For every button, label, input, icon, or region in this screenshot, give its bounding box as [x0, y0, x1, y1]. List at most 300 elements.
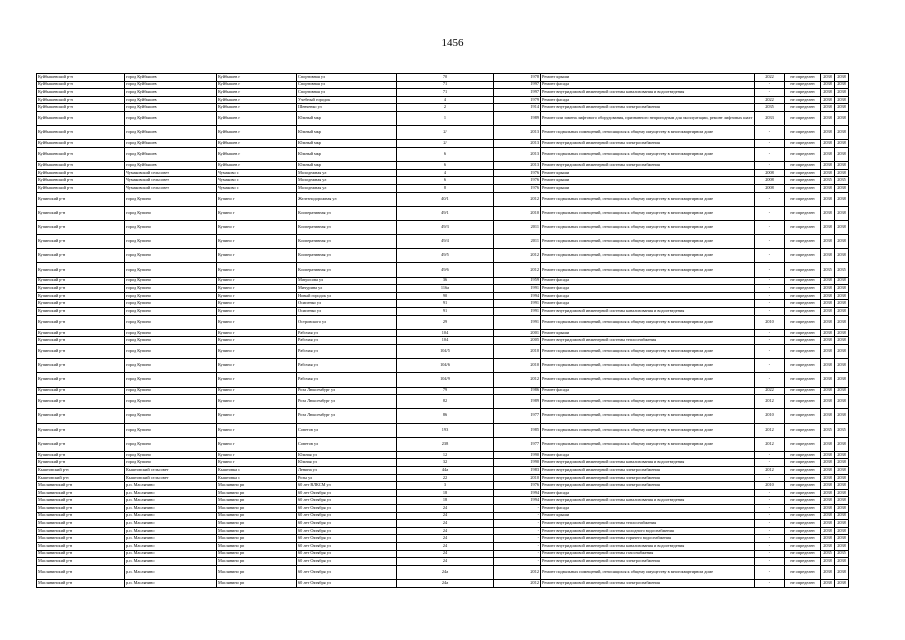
settlement-cell: р.п. Маслянино — [125, 505, 217, 513]
district-cell: Куйбышевский р-н — [37, 74, 125, 82]
work-type-cell: Ремонт внутридомовой инженерной системы электроснабжения — [541, 467, 755, 475]
plan-year-final-cell: 2038 — [835, 96, 849, 104]
plan-year-cell: 2038 — [821, 300, 835, 308]
plan-year-cell: 2038 — [821, 285, 835, 293]
plan-year-final-cell: 2038 — [835, 220, 849, 234]
house-number-cell: 49/4 — [397, 235, 494, 249]
plan-year-final-cell: 2038 — [835, 387, 849, 395]
house-number-cell: 22 — [397, 474, 494, 482]
house-number-cell: 24 — [397, 527, 494, 535]
work-type-cell: Ремонт крыши — [541, 512, 755, 520]
street-cell: Рабочая ул — [297, 373, 397, 387]
locality-cell: Чумаково с — [217, 169, 297, 177]
locality-cell: Маслянино рп — [217, 558, 297, 566]
plan-year-final-cell: 2038 — [835, 308, 849, 316]
plan-year-final-cell: 2038 — [835, 395, 849, 409]
planned-period-cell: не определен — [785, 184, 821, 192]
district-cell: Купинский р-н — [37, 359, 125, 373]
table-row — [37, 220, 849, 234]
last-repair-year-cell: 2022 — [755, 387, 785, 395]
planned-period-cell: не определен — [785, 437, 821, 451]
settlement-cell: город Купино — [125, 359, 217, 373]
settlement-cell: р.п. Маслянино — [125, 482, 217, 490]
planned-period-cell: не определен — [785, 451, 821, 459]
planned-period-cell: не определен — [785, 235, 821, 249]
locality-cell: Куйбышев г — [217, 140, 297, 148]
last-repair-year-cell: - — [755, 285, 785, 293]
year-built-cell: 2012 — [494, 192, 541, 206]
last-repair-year-cell: - — [755, 527, 785, 535]
street-cell: Кооперативная ул — [297, 249, 397, 263]
street-cell: 60 лет Октября ул — [297, 565, 397, 579]
street-cell: Розы ул — [297, 474, 397, 482]
plan-year-final-cell: 2038 — [835, 344, 849, 358]
planned-period-cell: не определен — [785, 177, 821, 185]
planned-period-cell: не определен — [785, 220, 821, 234]
last-repair-year-cell: - — [755, 337, 785, 345]
last-repair-year-cell: - — [755, 162, 785, 170]
street-cell: Новый городок ул — [297, 292, 397, 300]
locality-cell: Маслянино рп — [217, 565, 297, 579]
district-cell: Купинский р-н — [37, 263, 125, 277]
house-number-cell: 6 — [397, 147, 494, 161]
street-cell: Мичурина ул — [297, 285, 397, 293]
last-repair-year-cell: - — [755, 147, 785, 161]
planned-period-cell: не определен — [785, 329, 821, 337]
planned-period-cell: не определен — [785, 497, 821, 505]
district-cell: Купинский р-н — [37, 387, 125, 395]
last-repair-year-cell: 2008 — [755, 184, 785, 192]
district-cell: Купинский р-н — [37, 451, 125, 459]
street-cell: Кооперативная ул — [297, 235, 397, 249]
work-type-cell: Ремонт подвальных помещений, относящихся к общему имуществу в многоквартирном доме — [541, 147, 755, 161]
house-number-cell: 24 — [397, 558, 494, 566]
house-number-cell: 238 — [397, 437, 494, 451]
street-cell: Кооперативная ул — [297, 263, 397, 277]
work-type-cell: Ремонт внутридомовой инженерной системы электроснабжения — [541, 579, 755, 587]
planned-period-cell: не определен — [785, 512, 821, 520]
street-cell: Южная ул — [297, 451, 397, 459]
table-row — [37, 543, 849, 551]
plan-year-cell: 2038 — [821, 543, 835, 551]
settlement-cell: р.п. Маслянино — [125, 543, 217, 551]
locality-cell: Маслянино рп — [217, 543, 297, 551]
planned-period-cell: не определен — [785, 409, 821, 423]
district-cell: Куйбышевский р-н — [37, 104, 125, 112]
work-type-cell: Ремонт внутридомовой инженерной системы теплоснабжения — [541, 520, 755, 528]
plan-year-cell: 2038 — [821, 527, 835, 535]
house-number-cell: 49/3 — [397, 220, 494, 234]
work-type-cell: Ремонт подвальных помещений, относящихся к общему имуществу в многоквартирном доме — [541, 192, 755, 206]
last-repair-year-cell: - — [755, 140, 785, 148]
table-row — [37, 409, 849, 423]
street-cell: Рабочая ул — [297, 359, 397, 373]
table-row — [37, 162, 849, 170]
last-repair-year-cell: - — [755, 579, 785, 587]
plan-year-cell: 2038 — [821, 467, 835, 475]
plan-year-cell: 2038 — [821, 126, 835, 140]
last-repair-year-cell: - — [755, 535, 785, 543]
work-type-cell: Ремонт фасада — [541, 292, 755, 300]
year-built-cell: 2013 — [494, 162, 541, 170]
table-row — [37, 177, 849, 185]
table-row — [37, 111, 849, 125]
street-cell: Молодежная ул — [297, 169, 397, 177]
settlement-cell: город Купино — [125, 451, 217, 459]
district-cell: Маслянинский р-н — [37, 558, 125, 566]
plan-year-cell: 2038 — [821, 387, 835, 395]
settlement-cell: Кыштовский сельсовет — [125, 467, 217, 475]
last-repair-year-cell: - — [755, 550, 785, 558]
plan-year-cell: 2038 — [821, 520, 835, 528]
last-repair-year-cell: 2012 — [755, 437, 785, 451]
locality-cell: Купино г — [217, 249, 297, 263]
settlement-cell: город Купино — [125, 263, 217, 277]
settlement-cell: город Купино — [125, 277, 217, 285]
work-type-cell: Ремонт внутридомовой инженерной системы канализования и водоотведения — [541, 543, 755, 551]
year-built-cell: - — [494, 527, 541, 535]
settlement-cell: Чумаковский сельсовет — [125, 184, 217, 192]
plan-year-cell: 2038 — [821, 89, 835, 97]
house-number-cell: 4 — [397, 96, 494, 104]
district-cell: Купинский р-н — [37, 285, 125, 293]
table-row — [37, 192, 849, 206]
work-type-cell: Ремонт подвальных помещений, относящихся к общему имуществу в многоквартирном доме — [541, 206, 755, 220]
plan-year-final-cell: 2038 — [835, 512, 849, 520]
locality-cell: Маслянино рп — [217, 482, 297, 490]
last-repair-year-cell: - — [755, 505, 785, 513]
street-cell: 60 лет Октября ул — [297, 535, 397, 543]
year-built-cell: 1976 — [494, 482, 541, 490]
plan-year-final-cell: 2038 — [835, 277, 849, 285]
street-cell: Спортивная ул — [297, 89, 397, 97]
locality-cell: Чумаково с — [217, 184, 297, 192]
locality-cell: Купино г — [217, 344, 297, 358]
year-built-cell: 1991 — [494, 315, 541, 329]
plan-year-cell: 2038 — [821, 74, 835, 82]
year-built-cell: 1989 — [494, 395, 541, 409]
plan-year-final-cell: 2038 — [835, 459, 849, 467]
locality-cell: Купино г — [217, 308, 297, 316]
table-row — [37, 184, 849, 192]
locality-cell: Чумаково с — [217, 177, 297, 185]
locality-cell: Купино г — [217, 359, 297, 373]
work-type-cell: Ремонт внутридомовой инженерной системы канализования и водоотведения — [541, 497, 755, 505]
planned-period-cell: не определен — [785, 147, 821, 161]
street-cell: 60 лет ВЛКСМ ул — [297, 482, 397, 490]
plan-year-final-cell: 2038 — [835, 329, 849, 337]
settlement-cell: р.п. Маслянино — [125, 527, 217, 535]
house-number-cell: 104/9 — [397, 373, 494, 387]
house-number-cell: 91 — [397, 300, 494, 308]
plan-year-cell: 2038 — [821, 184, 835, 192]
work-type-cell: Ремонт подвальных помещений, относящихся к общему имуществу в многоквартирном доме — [541, 409, 755, 423]
plan-year-final-cell: 2038 — [835, 192, 849, 206]
settlement-cell: город Куйбышев — [125, 89, 217, 97]
planned-period-cell: не определен — [785, 308, 821, 316]
locality-cell: Купино г — [217, 192, 297, 206]
planned-period-cell: не определен — [785, 373, 821, 387]
plan-year-cell: 2038 — [821, 147, 835, 161]
street-cell: Роза Люксембург ул — [297, 387, 397, 395]
last-repair-year-cell: - — [755, 359, 785, 373]
work-type-cell: Ремонт фасада — [541, 300, 755, 308]
locality-cell: Маслянино рп — [217, 527, 297, 535]
planned-period-cell: не определен — [785, 96, 821, 104]
plan-year-cell: 2038 — [821, 235, 835, 249]
settlement-cell: Чумаковский сельсовет — [125, 177, 217, 185]
settlement-cell: город Купино — [125, 300, 217, 308]
plan-year-final-cell: 2038 — [835, 520, 849, 528]
street-cell: 60 лет Октября ул — [297, 558, 397, 566]
planned-period-cell: не определен — [785, 104, 821, 112]
plan-year-cell: 2038 — [821, 169, 835, 177]
house-number-cell: 24 — [397, 520, 494, 528]
table-row — [37, 467, 849, 475]
last-repair-year-cell: - — [755, 220, 785, 234]
house-number-cell: 71 — [397, 89, 494, 97]
locality-cell: Маслянино рп — [217, 550, 297, 558]
district-cell: Купинский р-н — [37, 329, 125, 337]
district-cell: Купинский р-н — [37, 277, 125, 285]
house-number-cell: 24 — [397, 550, 494, 558]
table-row — [37, 474, 849, 482]
district-cell: Купинский р-н — [37, 459, 125, 467]
work-type-cell: Ремонт подвальных помещений, относящихся к общему имуществу в многоквартирном доме — [541, 395, 755, 409]
work-type-cell: Ремонт крыши — [541, 329, 755, 337]
street-cell: Молодежная ул — [297, 177, 397, 185]
settlement-cell: р.п. Маслянино — [125, 565, 217, 579]
last-repair-year-cell: - — [755, 277, 785, 285]
settlement-cell: город Купино — [125, 235, 217, 249]
locality-cell: Купино г — [217, 235, 297, 249]
work-type-cell: Ремонт внутридомовой инженерной системы теплоснабжения — [541, 337, 755, 345]
last-repair-year-cell: 2012 — [755, 467, 785, 475]
year-built-cell: 1959 — [494, 277, 541, 285]
plan-year-final-cell: 2038 — [835, 104, 849, 112]
house-number-cell: 24 — [397, 512, 494, 520]
street-cell: 60 лет Октября ул — [297, 520, 397, 528]
plan-year-final-cell: 2038 — [835, 565, 849, 579]
last-repair-year-cell: - — [755, 249, 785, 263]
district-cell: Маслянинский р-н — [37, 550, 125, 558]
locality-cell: Купино г — [217, 373, 297, 387]
planned-period-cell: не определен — [785, 459, 821, 467]
plan-year-final-cell: 2038 — [835, 535, 849, 543]
planned-period-cell: не определен — [785, 74, 821, 82]
plan-year-cell: 2035 — [821, 263, 835, 277]
street-cell: Островского ул — [297, 315, 397, 329]
work-type-cell: Ремонт внутридомовой инженерной системы электроснабжения — [541, 558, 755, 566]
planned-period-cell: не определен — [785, 387, 821, 395]
plan-year-cell: 2038 — [821, 505, 835, 513]
house-number-cell: 82 — [397, 395, 494, 409]
house-number-cell: 86 — [397, 409, 494, 423]
settlement-cell: р.п. Маслянино — [125, 520, 217, 528]
house-number-cell: 104 — [397, 337, 494, 345]
work-type-cell: Ремонт подвальных помещений, относящихся к общему имуществу в многоквартирном доме — [541, 373, 755, 387]
year-built-cell: 1994 — [494, 497, 541, 505]
district-cell: Маслянинский р-н — [37, 482, 125, 490]
work-type-cell: Ремонт подвальных помещений, относящихся к общему имуществу в многоквартирном доме — [541, 315, 755, 329]
plan-year-final-cell: 2038 — [835, 543, 849, 551]
settlement-cell: город Куйбышев — [125, 96, 217, 104]
last-repair-year-cell: - — [755, 558, 785, 566]
street-cell: Рабочая ул — [297, 329, 397, 337]
planned-period-cell: не определен — [785, 423, 821, 437]
table-row — [37, 373, 849, 387]
last-repair-year-cell: 2035 — [755, 104, 785, 112]
district-cell: Куйбышевский р-н — [37, 89, 125, 97]
planned-period-cell: не определен — [785, 249, 821, 263]
plan-year-final-cell: 2038 — [835, 359, 849, 373]
house-number-cell: 8 — [397, 184, 494, 192]
year-built-cell: - — [494, 512, 541, 520]
house-number-cell: 49/1 — [397, 206, 494, 220]
year-built-cell: - — [494, 520, 541, 528]
house-number-cell: 36 — [397, 277, 494, 285]
district-cell: Маслянинский р-н — [37, 505, 125, 513]
locality-cell: Купино г — [217, 437, 297, 451]
plan-year-final-cell: 2035 — [835, 263, 849, 277]
planned-period-cell: не определен — [785, 81, 821, 89]
settlement-cell: город Куйбышев — [125, 111, 217, 125]
plan-year-cell: 2038 — [821, 489, 835, 497]
district-cell: Маслянинский р-н — [37, 579, 125, 587]
plan-year-final-cell: 2038 — [835, 249, 849, 263]
last-repair-year-cell: - — [755, 512, 785, 520]
locality-cell: Куйбышев г — [217, 81, 297, 89]
work-type-cell: Ремонт внутридомовой инженерной системы канализования и водоотведения — [541, 89, 755, 97]
plan-year-final-cell: 2038 — [835, 527, 849, 535]
page-number: 1456 — [441, 37, 464, 49]
year-built-cell: 1991 — [494, 285, 541, 293]
planned-period-cell: не определен — [785, 206, 821, 220]
last-repair-year-cell: - — [755, 565, 785, 579]
district-cell: Маслянинский р-н — [37, 565, 125, 579]
work-type-cell: Ремонт внутридомовой инженерной системы электроснабжения — [541, 140, 755, 148]
table-row — [37, 344, 849, 358]
house-number-cell: 4 — [397, 169, 494, 177]
last-repair-year-cell: - — [755, 206, 785, 220]
district-cell: Куйбышевский р-н — [37, 184, 125, 192]
planned-period-cell: не определен — [785, 344, 821, 358]
district-cell: Купинский р-н — [37, 249, 125, 263]
planned-period-cell: не определен — [785, 558, 821, 566]
locality-cell: Маслянино рп — [217, 535, 297, 543]
settlement-cell: город Куйбышев — [125, 126, 217, 140]
planned-period-cell: не определен — [785, 527, 821, 535]
district-cell: Маслянинский р-н — [37, 489, 125, 497]
plan-year-cell: 2038 — [821, 558, 835, 566]
locality-cell: Куйбышев г — [217, 126, 297, 140]
year-built-cell: 2012 — [494, 579, 541, 587]
work-type-cell: Ремонт крыши — [541, 169, 755, 177]
work-type-cell: Ремонт подвальных помещений, относящихся к общему имуществу в многоквартирном доме — [541, 263, 755, 277]
house-number-cell: 24а — [397, 565, 494, 579]
locality-cell: Купино г — [217, 459, 297, 467]
last-repair-year-cell: - — [755, 192, 785, 206]
district-cell: Купинский р-н — [37, 192, 125, 206]
year-built-cell: 2010 — [494, 206, 541, 220]
last-repair-year-cell: - — [755, 474, 785, 482]
locality-cell: Купино г — [217, 263, 297, 277]
street-cell: 60 лет Октября ул — [297, 497, 397, 505]
plan-year-cell: 2035 — [821, 423, 835, 437]
plan-year-cell: 2035 — [821, 177, 835, 185]
planned-period-cell: не определен — [785, 111, 821, 125]
last-repair-year-cell: 2033 — [755, 111, 785, 125]
table-row — [37, 550, 849, 558]
district-cell: Купинский р-н — [37, 220, 125, 234]
plan-year-cell: 2038 — [821, 497, 835, 505]
plan-year-cell: 2038 — [821, 111, 835, 125]
table-row — [37, 359, 849, 373]
plan-year-cell: 2038 — [821, 437, 835, 451]
planned-period-cell: не определен — [785, 543, 821, 551]
plan-year-final-cell: 2038 — [835, 437, 849, 451]
house-number-cell: 91 — [397, 308, 494, 316]
plan-year-cell: 2038 — [821, 292, 835, 300]
settlement-cell: город Купино — [125, 373, 217, 387]
street-cell: 60 лет Октября ул — [297, 527, 397, 535]
plan-year-cell: 2038 — [821, 104, 835, 112]
house-number-cell: 2/ — [397, 126, 494, 140]
table-row — [37, 527, 849, 535]
table-row — [37, 497, 849, 505]
house-number-cell: 24 — [397, 543, 494, 551]
work-type-cell: Ремонт подвальных помещений, относящихся к общему имуществу в многоквартирном доме — [541, 249, 755, 263]
work-type-cell: Ремонт внутридомовой инженерной системы электроснабжения — [541, 474, 755, 482]
last-repair-year-cell: - — [755, 344, 785, 358]
table-row — [37, 89, 849, 97]
district-cell: Кыштовский р-н — [37, 474, 125, 482]
plan-year-final-cell: 2035 — [835, 423, 849, 437]
settlement-cell: город Купино — [125, 337, 217, 345]
district-cell: Купинский р-н — [37, 292, 125, 300]
plan-year-final-cell: 2038 — [835, 315, 849, 329]
last-repair-year-cell: - — [755, 329, 785, 337]
settlement-cell: город Купино — [125, 308, 217, 316]
plan-year-final-cell: 2038 — [835, 206, 849, 220]
planned-period-cell: не определен — [785, 474, 821, 482]
street-cell: Рабочая ул — [297, 344, 397, 358]
year-built-cell: 2012 — [494, 373, 541, 387]
street-cell: Советов ул — [297, 437, 397, 451]
plan-year-cell: 2038 — [821, 337, 835, 345]
district-cell: Куйбышевский р-н — [37, 147, 125, 161]
year-built-cell: 1979 — [494, 96, 541, 104]
locality-cell: Купино г — [217, 285, 297, 293]
settlement-cell: р.п. Маслянино — [125, 558, 217, 566]
work-type-cell: Ремонт фасада — [541, 96, 755, 104]
settlement-cell: город Купино — [125, 395, 217, 409]
locality-cell: Купино г — [217, 277, 297, 285]
street-cell: Осипенко ул — [297, 300, 397, 308]
planned-period-cell: не определен — [785, 337, 821, 345]
last-repair-year-cell: - — [755, 520, 785, 528]
plan-year-final-cell: 2038 — [835, 409, 849, 423]
year-built-cell: 1976 — [494, 177, 541, 185]
settlement-cell: город Куйбышев — [125, 104, 217, 112]
plan-year-cell: 2038 — [821, 140, 835, 148]
house-number-cell: 24 — [397, 535, 494, 543]
last-repair-year-cell: - — [755, 81, 785, 89]
house-number-cell: 18 — [397, 489, 494, 497]
house-number-cell: 79 — [397, 387, 494, 395]
plan-year-final-cell: 2038 — [835, 147, 849, 161]
work-type-cell: Ремонт фасада — [541, 285, 755, 293]
